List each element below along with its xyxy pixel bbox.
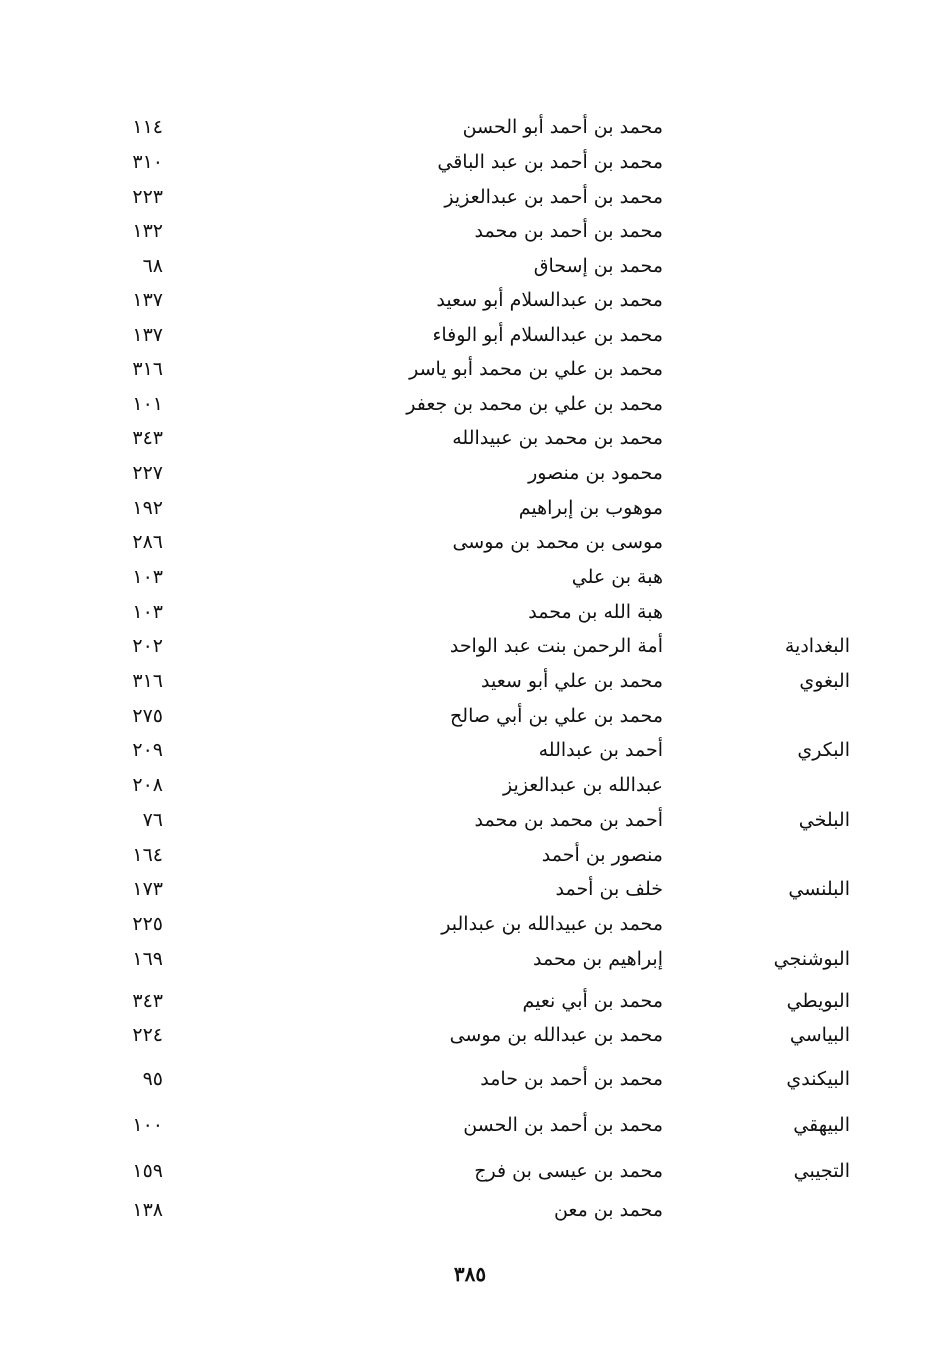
person-name: عبدالله بن عبدالعزيز <box>503 774 663 796</box>
person-name: محمد بن علي بن محمد بن جعفر <box>406 393 663 415</box>
nisba-label: البيكندي <box>786 1068 850 1090</box>
index-entry <box>0 838 940 872</box>
index-entry <box>0 145 940 179</box>
person-name: موهوب بن إبراهيم <box>518 497 663 519</box>
person-name: محمد بن إسحاق <box>533 255 663 277</box>
page-reference: ١٧٣ <box>132 878 163 900</box>
page-reference: ٢٠٨ <box>132 774 163 796</box>
page-reference: ١٠٠ <box>132 1114 163 1136</box>
person-name: أحمد بن محمد بن محمد <box>474 809 663 831</box>
index-entry <box>0 560 940 594</box>
nisba-label: البلنسي <box>788 878 850 900</box>
person-name: محمود بن منصور <box>528 462 663 484</box>
person-name: محمد بن معن <box>553 1199 663 1221</box>
page-reference: ٢٠٢ <box>132 635 163 657</box>
index-entry <box>0 491 940 525</box>
person-name: محمد بن علي أبو سعيد <box>481 670 663 692</box>
nisba-label: البغدادية <box>784 635 850 657</box>
page-reference: ٢٢٥ <box>132 913 163 935</box>
page-reference: ١٠١ <box>132 393 163 415</box>
index-entry <box>0 872 940 906</box>
index-entry <box>0 387 940 421</box>
index-entry <box>0 699 940 733</box>
index-entry <box>0 214 940 248</box>
page-reference: ١٣٨ <box>132 1199 163 1221</box>
index-entry <box>0 1108 940 1142</box>
index-entry <box>0 249 940 283</box>
nisba-label: البلخي <box>798 809 850 831</box>
page-reference: ٢٠٩ <box>132 739 163 761</box>
index-entry <box>0 907 940 941</box>
page-reference: ٢٨٦ <box>132 531 163 553</box>
page-reference: ٣٤٣ <box>132 990 163 1012</box>
page-reference: ١٣٢ <box>132 220 163 242</box>
nisba-label: البيهقي <box>793 1114 850 1136</box>
index-entry <box>0 803 940 837</box>
page-reference: ٣٤٣ <box>132 427 163 449</box>
nisba-label: البكري <box>797 739 850 761</box>
index-entry <box>0 283 940 317</box>
index-entry <box>0 421 940 455</box>
page-reference: ٢٢٣ <box>132 186 163 208</box>
index-entry <box>0 318 940 352</box>
page-reference: ١٦٩ <box>132 948 163 970</box>
page-reference: ٢٧٥ <box>132 705 163 727</box>
page-reference: ٧٦ <box>142 809 163 831</box>
person-name: محمد بن محمد بن عبيدالله <box>452 427 663 449</box>
person-name: محمد بن أحمد بن حامد <box>480 1068 663 1090</box>
index-entry <box>0 180 940 214</box>
person-name: أحمد بن عبدالله <box>538 739 663 761</box>
nisba-label: البويطي <box>786 990 850 1012</box>
index-entry <box>0 664 940 698</box>
index-entry <box>0 525 940 559</box>
index-entry <box>0 1018 940 1052</box>
page-reference: ٦٨ <box>142 255 163 277</box>
index-entry <box>0 1062 940 1096</box>
index-entry <box>0 110 940 144</box>
person-name: محمد بن عيسى بن فرج <box>474 1160 663 1182</box>
page-reference: ٢٢٧ <box>132 462 163 484</box>
person-name: محمد بن أحمد أبو الحسن <box>462 116 663 138</box>
page-reference: ١٥٩ <box>132 1160 163 1182</box>
page-reference: ١١٤ <box>132 116 163 138</box>
nisba-label: البوشنجي <box>773 948 850 970</box>
person-name: محمد بن علي بن أبي صالح <box>450 705 663 727</box>
person-name: محمد بن عبدالله بن موسى <box>449 1024 663 1046</box>
person-name: إبراهيم بن محمد <box>533 948 663 970</box>
person-name: هبة الله بن محمد <box>528 601 663 623</box>
page-reference: ١٣٧ <box>132 324 163 346</box>
page-reference: ١٠٣ <box>132 601 163 623</box>
index-entry <box>0 456 940 490</box>
person-name: هبة بن علي <box>571 566 663 588</box>
page-reference: ١٣٧ <box>132 289 163 311</box>
page-reference: ٣١٦ <box>132 670 163 692</box>
person-name: محمد بن أحمد بن الحسن <box>463 1114 663 1136</box>
index-entry <box>0 768 940 802</box>
nisba-label: التجيبي <box>793 1160 850 1182</box>
person-name: محمد بن أبي نعيم <box>522 990 663 1012</box>
page-reference: ٩٥ <box>142 1068 163 1090</box>
person-name: محمد بن أحمد بن عبد الباقي <box>437 151 663 173</box>
page-reference: ٣١٦ <box>132 358 163 380</box>
index-entry <box>0 1154 940 1188</box>
index-entry <box>0 1193 940 1227</box>
index-entry <box>0 942 940 976</box>
person-name: أمة الرحمن بنت عبد الواحد <box>449 635 663 657</box>
page-number: ٣٨٥ <box>453 1262 487 1286</box>
person-name: محمد بن عبدالسلام أبو سعيد <box>436 289 663 311</box>
index-entry <box>0 352 940 386</box>
person-name: محمد بن عبدالسلام أبو الوفاء <box>432 324 663 346</box>
index-entry <box>0 629 940 663</box>
nisba-label: البياسي <box>789 1024 850 1046</box>
person-name: محمد بن أحمد بن عبدالعزيز <box>444 186 663 208</box>
nisba-label: البغوي <box>799 670 850 692</box>
person-name: محمد بن أحمد بن محمد <box>474 220 663 242</box>
person-name: محمد بن علي بن محمد أبو ياسر <box>409 358 663 380</box>
index-entry <box>0 595 940 629</box>
page-reference: ١٩٢ <box>132 497 163 519</box>
person-name: موسى بن محمد بن موسى <box>452 531 663 553</box>
page-reference: ٣١٠ <box>132 151 163 173</box>
index-entry <box>0 733 940 767</box>
person-name: محمد بن عبيدالله بن عبدالبر <box>441 913 663 935</box>
index-entry <box>0 984 940 1018</box>
page-reference: ١٦٤ <box>132 844 163 866</box>
person-name: خلف بن أحمد <box>555 878 663 900</box>
person-name: منصور بن أحمد <box>541 844 663 866</box>
page-reference: ٢٢٤ <box>132 1024 163 1046</box>
page-reference: ١٠٣ <box>132 566 163 588</box>
